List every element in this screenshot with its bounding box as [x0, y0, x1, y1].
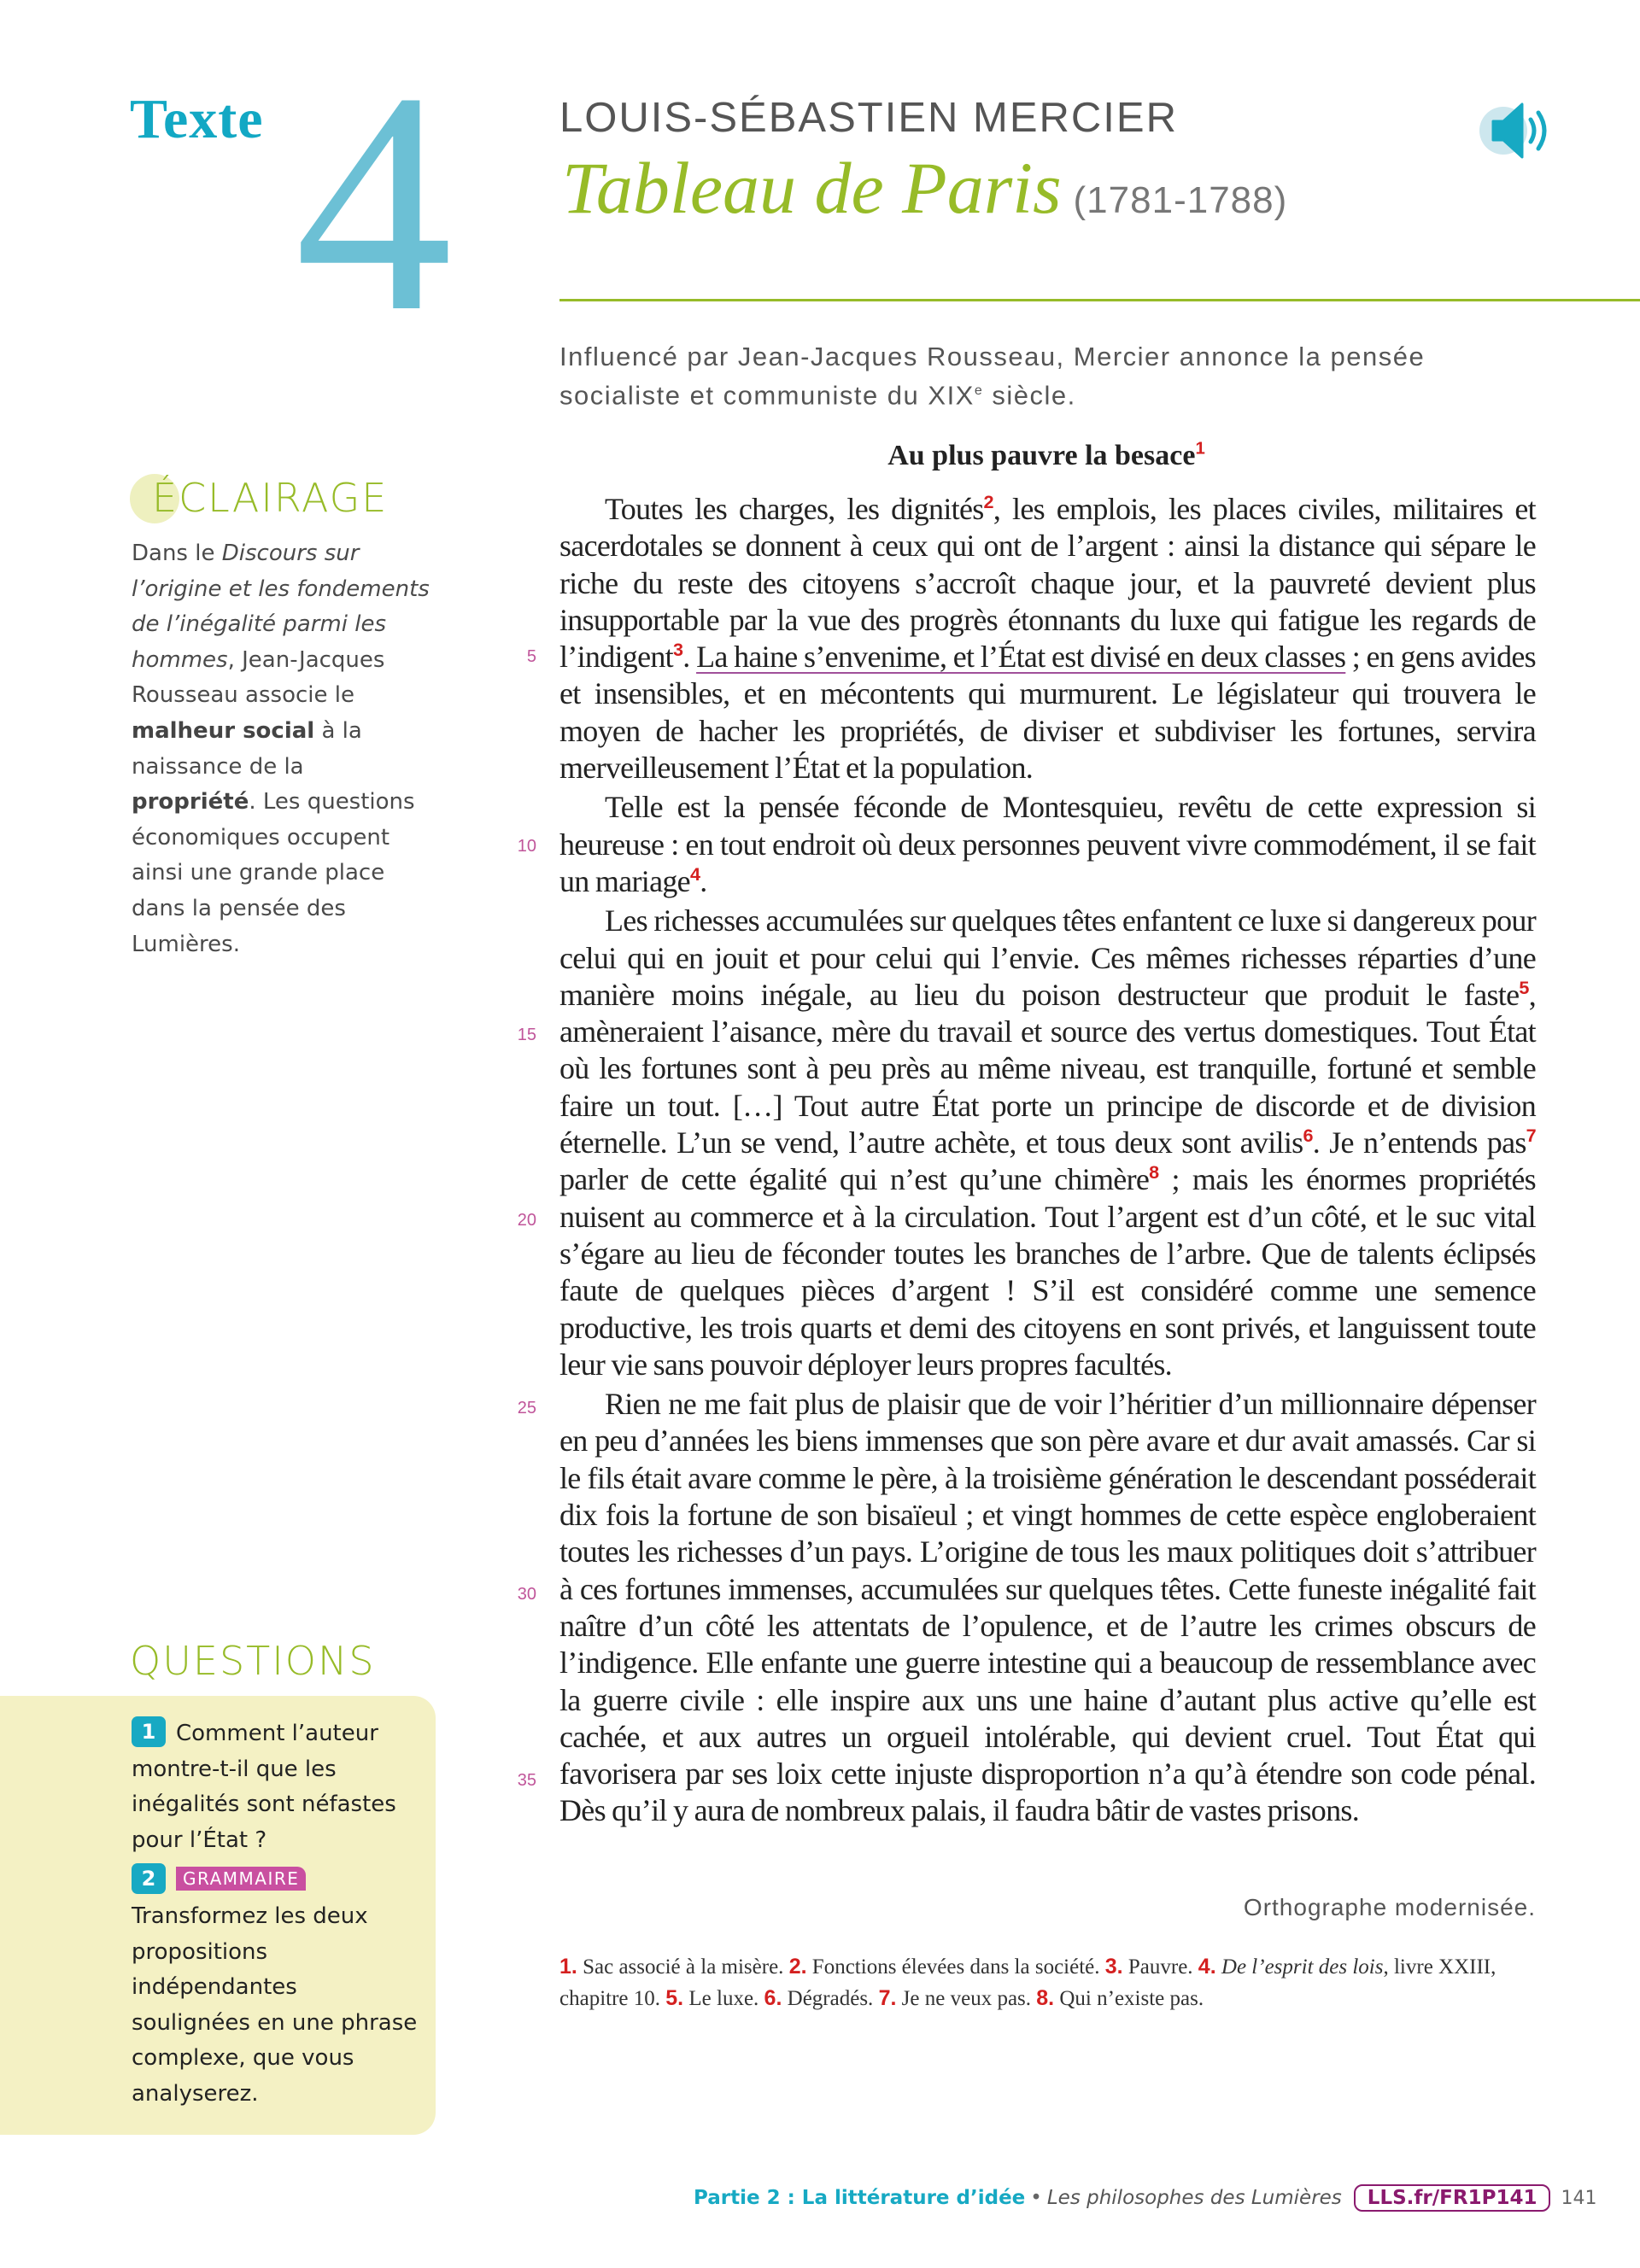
- text-run: parler de cette égalité qui n’est qu’une chimère: [559, 1162, 1150, 1197]
- eclairage-text: . Les questions économiques occupent ainsi une grande place dans la pensée des Lumières.: [132, 789, 415, 957]
- footnote-number: 7.: [878, 1986, 897, 2010]
- main-text: [559, 491, 1536, 1833]
- footnote-text: , livre XXIII, chapitre 10.: [559, 1955, 1496, 2010]
- footnote-ref[interactable]: 7: [1526, 1125, 1536, 1147]
- footer-subtitle: Les philosophes des Lumières: [1046, 2187, 1342, 2209]
- speaker-audio-icon[interactable]: [1478, 101, 1563, 161]
- text-label: Texte: [130, 88, 264, 150]
- question-item: [132, 1863, 422, 2112]
- eclairage-text: Dans le: [132, 541, 222, 566]
- text-number: 4: [295, 27, 453, 377]
- line-number: 10: [517, 837, 536, 856]
- page-footer: [694, 2184, 1596, 2212]
- text-run: Toutes les charges, les dignités: [605, 492, 984, 526]
- question-number-badge: 2: [132, 1863, 166, 1894]
- footnote-ref[interactable]: 5: [1519, 976, 1529, 998]
- question-text: Transformez les deux propositions indépendantes soulignées en une phrase complexe, que vous analyserez.: [132, 1903, 418, 2107]
- text-run: Les richesses accumulées sur quelques têtes enfantent ce luxe si dangereux pour celui qui en jouit et pour celui qui l’envie. Ces mêmes richesses réparties d’une manière moins inégale, au lieu du poison destructeur que produit le faste: [559, 903, 1536, 1012]
- line-number: 15: [517, 1026, 536, 1044]
- eclairage-title: ÉCLAIRAGE: [152, 475, 389, 521]
- questions-title: QUESTIONS: [130, 1638, 376, 1684]
- text-title-label: Au plus pauvre la besace: [887, 440, 1196, 471]
- work-title: Tableau de Paris: [562, 147, 1062, 229]
- text-run: .: [682, 640, 697, 675]
- footnote-text: Je ne veux pas.: [896, 1987, 1037, 2010]
- footnote-number: 8.: [1036, 1986, 1055, 2010]
- author-name: LOUIS-SÉBASTIEN MERCIER: [559, 95, 1178, 141]
- footnote-text: Pauvre.: [1122, 1955, 1198, 1979]
- text-paragraph: [559, 903, 1536, 1383]
- text-paragraph: [559, 1386, 1536, 1830]
- text-run: . Je n’entends pas: [1312, 1125, 1526, 1160]
- footer-separator: •: [1030, 2187, 1042, 2209]
- footnote-italic: De l’esprit des lois: [1215, 1955, 1384, 1979]
- footnote-text: Sac associé à la misère.: [577, 1955, 789, 1979]
- footnote-text: Fonctions élevées dans la société.: [806, 1955, 1105, 1979]
- line-number: 25: [517, 1399, 536, 1418]
- footnote-ref[interactable]: 4: [689, 862, 700, 885]
- questions-list: [132, 1716, 422, 2118]
- header-divider: [559, 299, 1640, 301]
- work-title-row: [562, 145, 1287, 231]
- question-number-badge: 1: [132, 1716, 166, 1747]
- footer-part: Partie 2 : La littérature d’idée: [694, 2187, 1026, 2209]
- text-run: ; mais les énormes propriétés nuisent au commerce et à la circulation. Tout l’argent est d’un côté, et le suc vital s’égare au lieu de féconder toutes les branches de l’arbre. Que de talents éclipsés faute de quelques pièces d’argent ! S’il est considéré comme une semence productive, les trois quarts et demi des citoyens en sont privés, et languissent toute leur vie sans pouvoir déployer leurs propres facultés.: [559, 1162, 1536, 1382]
- text-run: , amèneraient l’aisance, mère du travail et source des vertus domestiques. Tout État où les fortunes sont à peu près au même niveau, est tranquille, fortuné et semble faire un tout. […] Tout autre État porte un principe de discorde et de division éternelle. L’un se vend, l’autre achète, et tous deux sont avilis: [559, 977, 1536, 1160]
- text-run: Rien ne me fait plus de plaisir que de voir l’héritier d’un millionnaire dépenser en peu d’années les biens immenses que son père avare et dur avait amassés. Car si le fils était avare comme le père, à la troisième génération le descendant posséderait dix fois la fortune de son bisaïeul ; et vingt hommes de cette espèce engloberaient toutes les richesses d’un pays. L’origine de tous les maux politiques doit s’attribuer à ces fortunes immenses, accumulées sur quelques têtes. Cette funeste inégalité fait naître d’un côté les attentats de l’opulence, et de l’autre les crimes obscurs de l’indigence. Elle enfante une guerre intestine qui a beaucoup de ressemblance avec la guerre civile : elle inspire aux uns une haine d’autant plus active qu’elle est cachée, et aux autres un orgueil intolérable, qui devient cruel. Tout État qui favorisera par ses loix cette injuste disproportion n’a qu’à étendre son code pénal. Dès qu’il y aura de nombreux palais, il faudra bâtir de vastes prisons.: [559, 1387, 1536, 1828]
- footer-link[interactable]: LLS.fr/FR1P141: [1354, 2184, 1551, 2212]
- footnote-ref[interactable]: 8: [1149, 1161, 1159, 1184]
- eclairage-body: [132, 536, 430, 962]
- footnote-number: 4.: [1198, 1955, 1216, 1979]
- question-text: Comment l’auteur montre-t-il que les inégalités sont néfastes pour l’État ?: [132, 1721, 396, 1853]
- source-note: Orthographe modernisée.: [1243, 1894, 1536, 1920]
- text-run: , les emplois, les places civiles, militaires et sacerdotales se donnent à ceux qui ont de l’argent : ainsi la distance qui sépare le riche du reste des citoyens s’accroît chaque jour, et la pauvreté devient plus insupportable par la vue des progrès étonnants du luxe qui fatigue les regards de l’indigent: [559, 492, 1536, 675]
- line-number: 30: [517, 1585, 536, 1604]
- footnote-number: 6.: [764, 1986, 782, 2010]
- intro-text-main: Influencé par Jean-Jacques Rousseau, Mercier annonce la pensée socialiste et communiste du XIX: [559, 342, 1426, 411]
- line-number: 5: [526, 647, 536, 666]
- footnote-number: 1.: [559, 1955, 577, 1979]
- eclairage-keyword: malheur social: [132, 717, 315, 744]
- intro-text: [559, 340, 1533, 412]
- text-title: [559, 440, 1533, 472]
- eclairage-work-title: Discours sur l’origine et les fondements de l’inégalité parmi les hommes: [132, 541, 430, 673]
- eclairage-keyword: propriété: [132, 789, 249, 815]
- page-number: 141: [1561, 2188, 1597, 2209]
- text-run: .: [700, 863, 707, 898]
- question-item: [132, 1716, 422, 1858]
- footnote-number: 5.: [665, 1986, 684, 2010]
- text-paragraph: [559, 491, 1536, 786]
- footnote-text: Qui n’existe pas.: [1054, 1987, 1204, 2010]
- grammar-tag: GRAMMAIRE: [176, 1867, 306, 1891]
- underlined-clause: La haine s’envenime, et l’État est divisé en deux classes: [696, 640, 1346, 675]
- intro-text-end: siècle.: [983, 380, 1076, 411]
- text-paragraph: [559, 789, 1536, 900]
- text-run: Telle est la pensée féconde de Montesquieu, revêtu de cette expression si heureuse : en tout endroit où deux personnes peuvent vivre commodément, il se fait un mariage: [559, 790, 1536, 898]
- footnote-ref[interactable]: 6: [1303, 1125, 1313, 1147]
- footnote-text: Le luxe.: [683, 1987, 764, 2010]
- eclairage-text: , Jean-Jacques Rousseau associe le: [132, 646, 385, 709]
- footnotes: [559, 1951, 1536, 2014]
- work-years: (1781-1788): [1073, 179, 1288, 221]
- footnote-number: 2.: [788, 1955, 807, 1979]
- intro-superscript: e: [974, 383, 984, 398]
- line-number: 35: [517, 1771, 536, 1790]
- eclairage-text: à la naissance de la: [132, 717, 362, 780]
- text-run: ; en gens avides et insensibles, et en mécontents qui murmurent. Le législateur qui trouvera le moyen de hacher les propriétés, de diviser et subdiviser les fortunes, servira merveilleusement l’État et la population.: [559, 640, 1536, 786]
- footnote-ref[interactable]: 3: [672, 639, 683, 661]
- footnote-ref[interactable]: 2: [983, 491, 993, 512]
- footnote-number: 3.: [1104, 1955, 1123, 1979]
- footnote-ref[interactable]: 1: [1195, 439, 1205, 459]
- footnote-text: Dégradés.: [782, 1987, 879, 2010]
- line-number: 20: [517, 1211, 536, 1230]
